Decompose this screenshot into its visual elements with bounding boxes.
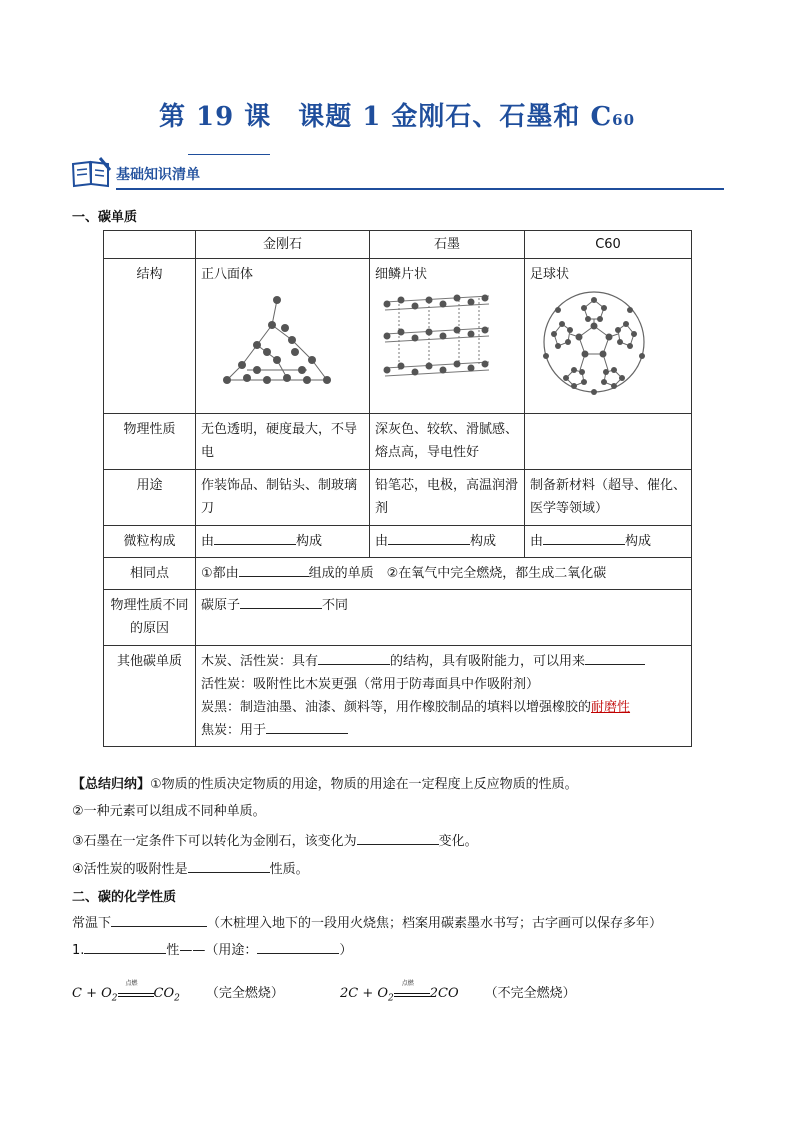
summary-line-1: 【总结归纳】①物质的性质决定物质的用途，物质的用途在一定程度上反应物质的性质。 bbox=[72, 777, 578, 792]
cell-text: 足球状 bbox=[530, 267, 570, 282]
row-head: 结构 bbox=[104, 259, 196, 414]
fill-blank[interactable] bbox=[84, 939, 166, 954]
cell-text: 细鳞片状 bbox=[375, 267, 428, 282]
table-cell bbox=[196, 646, 692, 747]
cell-line: 炭黑：制造油墨、油漆、颜料等，用作橡胶制品的填料以增强橡胶的耐磨性 bbox=[201, 700, 631, 715]
table-row bbox=[104, 414, 692, 470]
graphite-structure-image bbox=[379, 288, 495, 392]
table-cell: 由 构成 bbox=[525, 526, 692, 558]
header-rule bbox=[116, 188, 724, 190]
chem-line-2: 1. 性——（用途： ） bbox=[72, 939, 352, 961]
fill-blank[interactable] bbox=[266, 719, 348, 734]
table-cell: 作装饰品、制钻头、制玻璃刀 bbox=[196, 470, 370, 526]
highlight-text: 耐磨性 bbox=[591, 700, 631, 715]
cell-line: 木炭、活性炭：具有 的结构，具有吸附能力，可以用来 bbox=[201, 650, 686, 673]
table-cell: 铅笔芯，电极，高温润滑剂 bbox=[370, 470, 525, 526]
table-cell: 深灰色、较软、滑腻感、熔点高，导电性好 bbox=[370, 414, 525, 470]
row-head: 微粒构成 bbox=[104, 526, 196, 558]
row-head: 其他碳单质 bbox=[104, 646, 196, 747]
header-cell: 金刚石 bbox=[196, 231, 370, 259]
table-header-row bbox=[104, 231, 692, 259]
header-cell bbox=[104, 231, 196, 259]
table-cell: 由 构成 bbox=[370, 526, 525, 558]
page-title: 第 19 课 课题 1 金刚石、石墨和 C60 bbox=[158, 102, 636, 132]
table-row bbox=[104, 470, 692, 526]
fill-blank[interactable] bbox=[543, 530, 625, 545]
fill-blank[interactable] bbox=[239, 562, 309, 577]
cell-line: 焦炭：用于 bbox=[201, 719, 686, 742]
fill-blank[interactable] bbox=[214, 530, 296, 545]
table-cell bbox=[525, 259, 692, 414]
fill-blank[interactable] bbox=[257, 939, 339, 954]
table-cell: 由 构成 bbox=[196, 526, 370, 558]
summary-line-2: ②一种元素可以组成不同种单质。 bbox=[72, 804, 266, 819]
book-pen-icon bbox=[70, 156, 114, 188]
table-cell bbox=[370, 259, 525, 414]
summary-line-4: ④活性炭的吸附性是 性质。 bbox=[72, 858, 309, 880]
row-head: 相同点 bbox=[104, 558, 196, 590]
equation-complete-combustion: $C + O_2$ 点燃 $CO_2$ （完全燃烧） bbox=[72, 979, 284, 1004]
section-header bbox=[70, 150, 724, 192]
heading-chemical-properties: 二、碳的化学性质 bbox=[72, 890, 177, 905]
title-subscript: 60 bbox=[612, 111, 636, 129]
fill-blank[interactable] bbox=[240, 594, 322, 609]
table-cell: 碳原子 不同 bbox=[196, 590, 692, 646]
summary-line-3: ③石墨在一定条件下可以转化为金刚石，该变化为 变化。 bbox=[72, 830, 478, 852]
carbon-table bbox=[103, 230, 692, 747]
fill-blank[interactable] bbox=[357, 830, 439, 845]
reaction-arrow: 点燃 bbox=[394, 987, 430, 1001]
row-head: 物理性质 bbox=[104, 414, 196, 470]
table-cell bbox=[525, 414, 692, 470]
c60-structure-image bbox=[538, 286, 650, 398]
table-row bbox=[104, 590, 692, 646]
table-cell bbox=[196, 259, 370, 414]
table-row bbox=[104, 558, 692, 590]
equation-incomplete-combustion: $2C + O_2$ 点燃 2CO （不完全燃烧） bbox=[340, 979, 576, 1004]
table-row bbox=[104, 526, 692, 558]
fill-blank[interactable] bbox=[111, 912, 207, 927]
fill-blank[interactable] bbox=[585, 650, 645, 665]
fill-blank[interactable] bbox=[318, 650, 390, 665]
table-cell: 无色透明，硬度最大，不导电 bbox=[196, 414, 370, 470]
row-head: 物理性质不同的原因 bbox=[104, 590, 196, 646]
table-cell: ①都由 组成的单质 ②在氧气中完全燃烧，都生成二氧化碳 bbox=[196, 558, 692, 590]
diamond-structure-image bbox=[217, 290, 337, 390]
header-cell: C60 bbox=[525, 231, 692, 259]
reaction-arrow: 点燃 bbox=[118, 987, 154, 1001]
chem-line-1: 常温下 （木桩埋入地下的一段用火烧焦；档案用碳素墨水书写；古字画可以保存多年） bbox=[72, 912, 662, 934]
fill-blank[interactable] bbox=[388, 530, 470, 545]
table-cell: 制备新材料（超导、催化、医学等领域） bbox=[525, 470, 692, 526]
cell-line: 活性炭：吸附性比木炭更强（常用于防毒面具中作吸附剂） bbox=[201, 677, 540, 692]
header-cell: 石墨 bbox=[370, 231, 525, 259]
header-top-line bbox=[188, 154, 270, 155]
heading-carbon-elements: 一、碳单质 bbox=[72, 210, 138, 225]
fill-blank[interactable] bbox=[188, 858, 270, 873]
row-head: 用途 bbox=[104, 470, 196, 526]
table-row bbox=[104, 259, 692, 414]
table-row bbox=[104, 646, 692, 747]
cell-text: 正八面体 bbox=[201, 267, 254, 282]
section-label: 基础知识清单 bbox=[116, 167, 200, 183]
